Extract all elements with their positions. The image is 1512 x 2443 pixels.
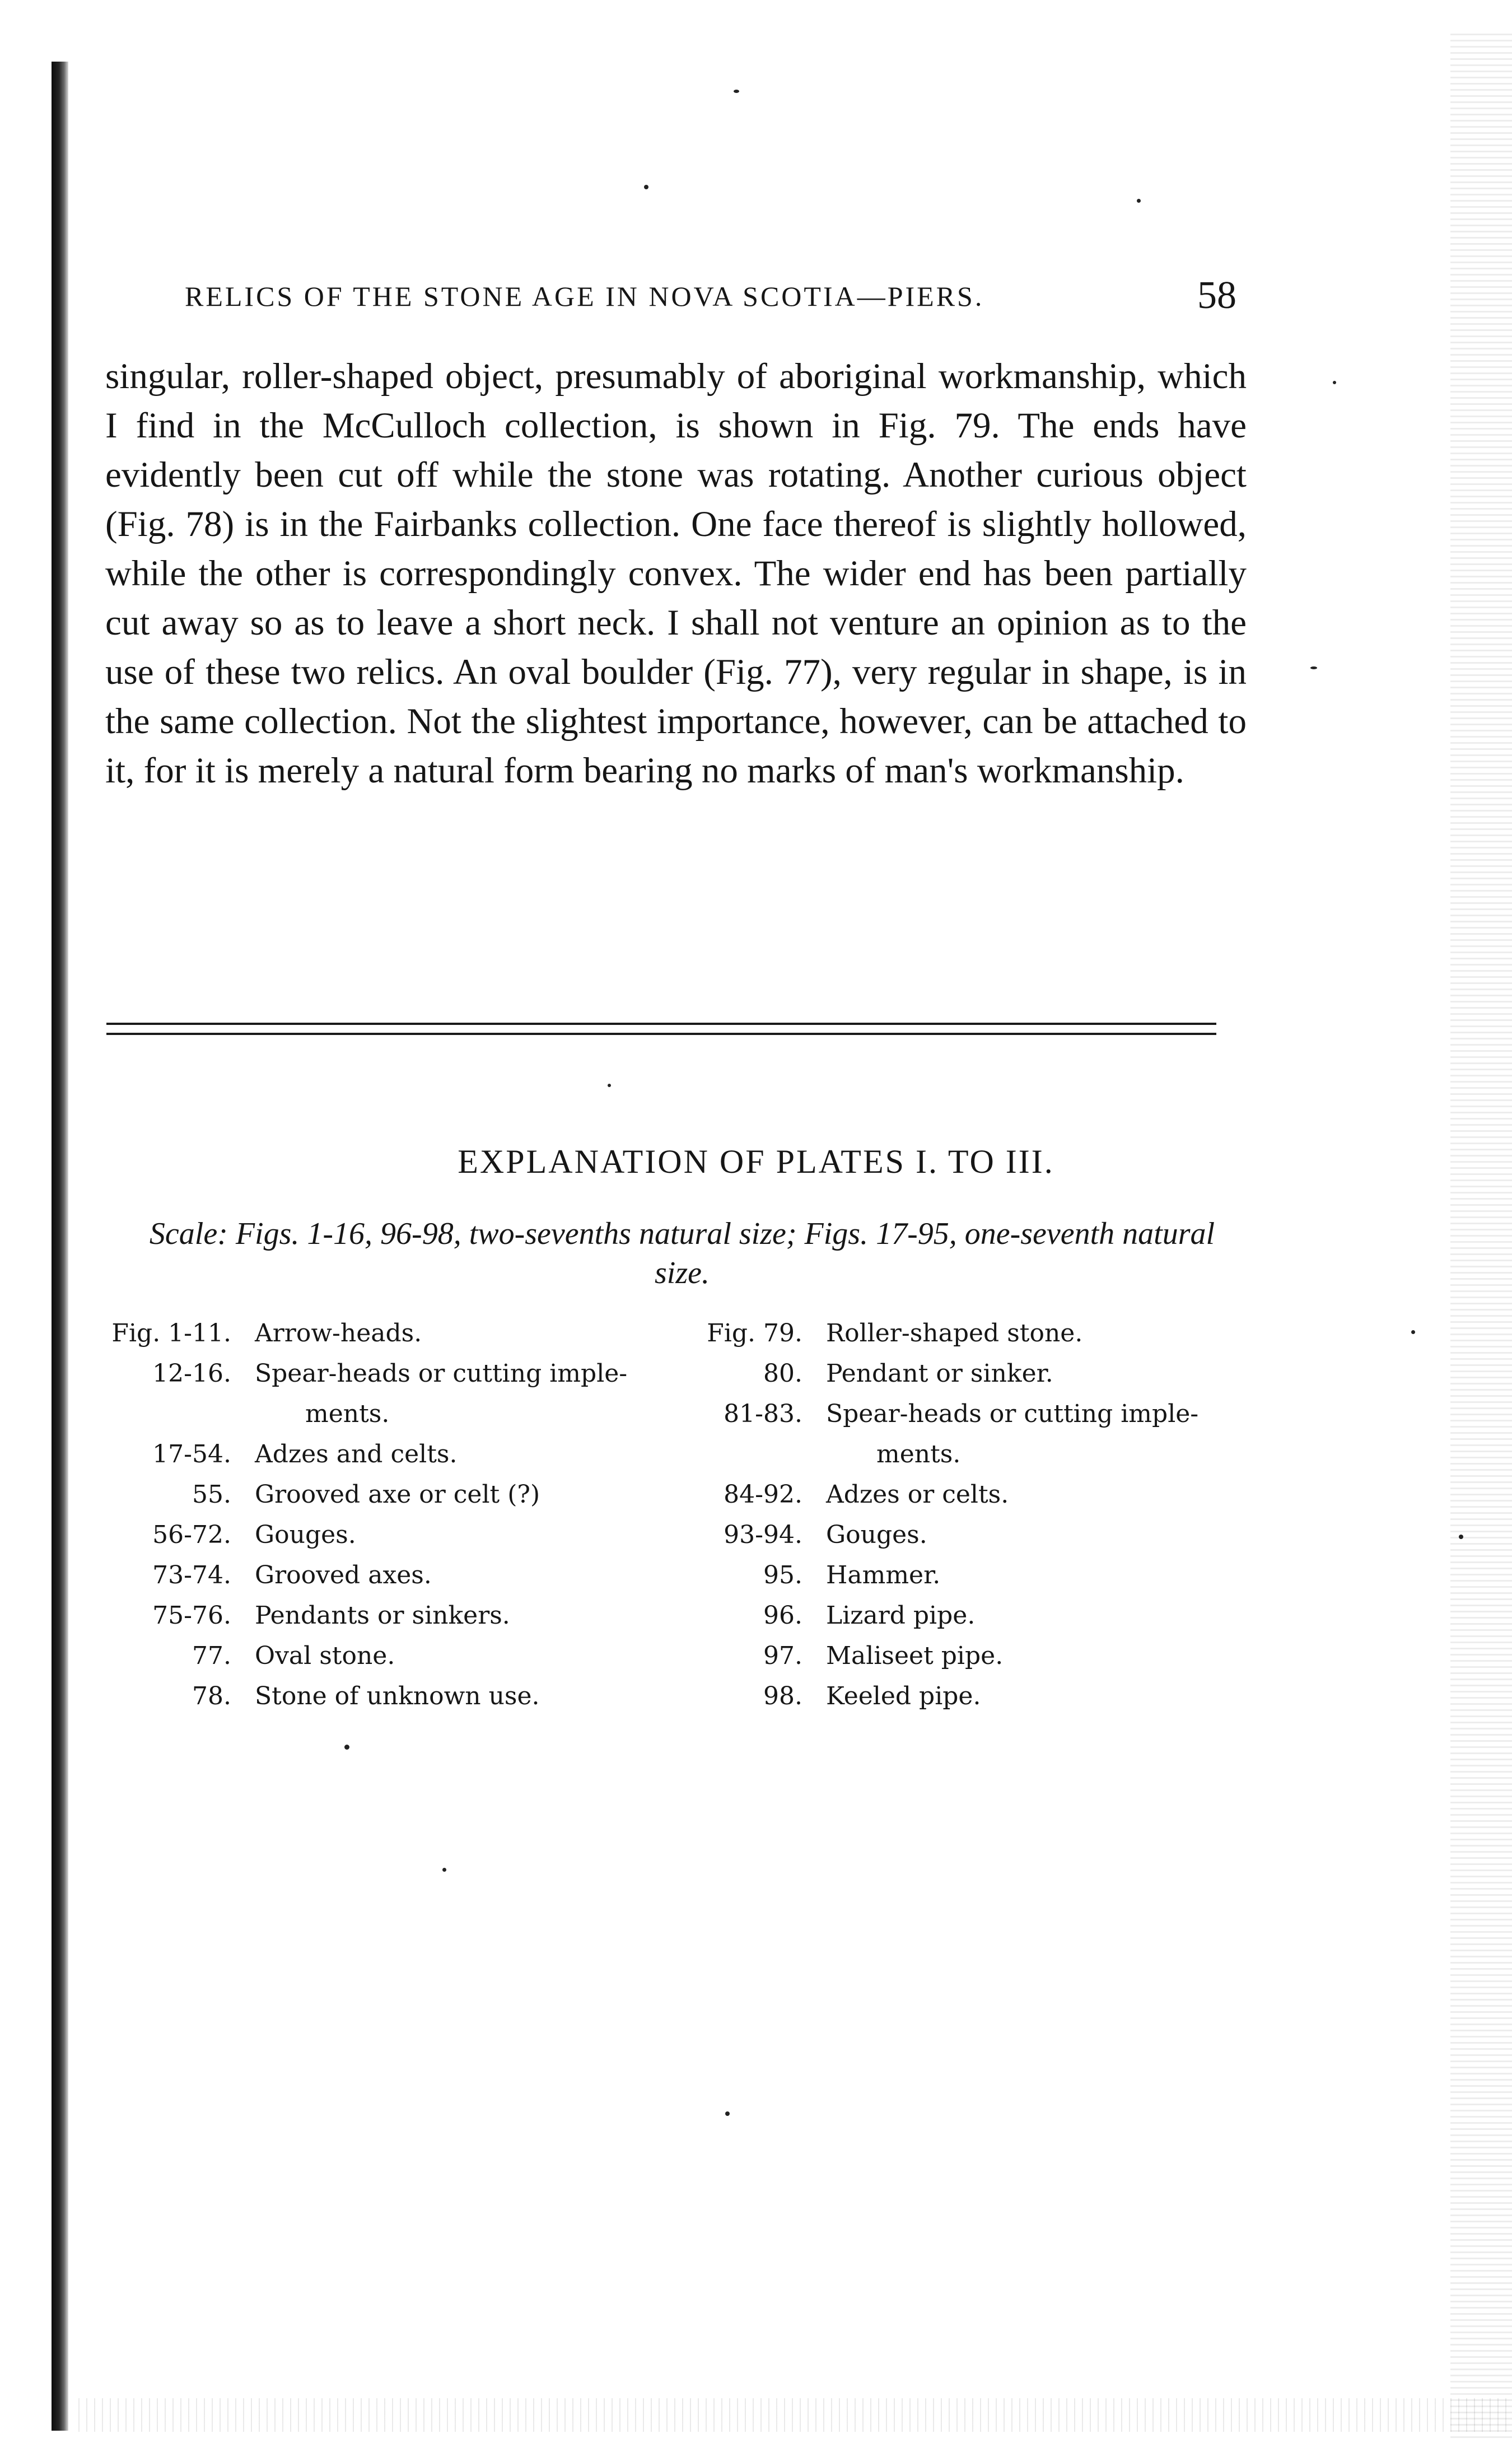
figure-number: 12-16. xyxy=(152,1359,231,1388)
figure-number: 80. xyxy=(763,1359,802,1388)
scan-speck xyxy=(734,90,739,93)
double-rule-bottom xyxy=(106,1033,1216,1035)
figure-number: Fig. 1-11. xyxy=(111,1319,231,1348)
plate-entry xyxy=(669,1515,1257,1555)
figure-number: 97. xyxy=(763,1642,802,1670)
figure-number: 77. xyxy=(192,1642,231,1670)
figure-description: Grooved axes. xyxy=(255,1561,432,1589)
figure-description: Arrow-heads. xyxy=(255,1319,422,1348)
scan-speck xyxy=(725,2111,730,2116)
scan-speck xyxy=(1310,666,1317,669)
plate-entry xyxy=(104,1636,664,1676)
figure-description xyxy=(255,1354,664,1434)
plate-entry xyxy=(104,1354,664,1434)
figure-number: 55. xyxy=(192,1480,231,1509)
figure-number: Fig. 79. xyxy=(707,1319,802,1348)
figure-number: 95. xyxy=(763,1561,802,1589)
body-paragraph: singular, roller-shaped object, presumably of aboriginal workmanship, which I find in the McCulloch collection, is shown in Fig. 79. The ends have evidently been cut off while the stone was rotating. Another curious object (Fig. 78) is in the Fairbanks collection. One face thereof is slightly hollowed, while the other is correspondingly convex. The wider end has been partially cut away so as to leave a short neck. I shall not venture an opinion as to the use of these two relics. An oval boulder (Fig. 77), very regular in shape, is in the same collection. Not the slightest importance, however, can be attached to it, for it is merely a natural form bearing no marks of man's workmanship. xyxy=(105,356,1247,791)
figure-description: Gouges. xyxy=(826,1521,927,1549)
figure-number: 96. xyxy=(763,1601,802,1630)
scale-note xyxy=(133,1214,1231,1293)
plates-heading: EXPLANATION OF PLATES I. TO III. xyxy=(458,1143,1054,1180)
plate-entry xyxy=(669,1636,1257,1676)
figure-description: Gouges. xyxy=(255,1521,356,1549)
figure-number: 78. xyxy=(192,1682,231,1710)
scale-label: Scale: xyxy=(149,1216,228,1251)
scan-speck xyxy=(644,185,648,189)
figure-description: Lizard pipe. xyxy=(826,1601,976,1630)
page-binding-edge xyxy=(52,62,68,2431)
figure-number: 81-83. xyxy=(724,1400,802,1428)
page-number: 58 xyxy=(1197,274,1236,317)
figure-description: Pendants or sinkers. xyxy=(255,1601,510,1630)
figure-number: 84-92. xyxy=(724,1480,802,1509)
plate-entry xyxy=(669,1555,1257,1596)
page-right-edge-noise xyxy=(1450,34,1512,2442)
page-bottom-edge-noise xyxy=(78,2398,1512,2432)
figure-description: Pendant or sinker. xyxy=(826,1359,1053,1388)
figure-number: 93-94. xyxy=(724,1521,802,1549)
plate-entry xyxy=(104,1515,664,1555)
figure-description xyxy=(826,1394,1257,1475)
figure-description-continued: ments. xyxy=(876,1440,961,1468)
plate-entry xyxy=(669,1394,1257,1475)
running-head: RELICS OF THE STONE AGE IN NOVA SCOTIA—PIERS. xyxy=(185,281,984,312)
figure-description-line: Spear-heads or cutting imple- xyxy=(255,1359,628,1388)
figure-description: Oval stone. xyxy=(255,1642,395,1670)
figure-number: 56-72. xyxy=(152,1521,231,1549)
figure-number: 75-76. xyxy=(152,1601,231,1630)
figure-description: Roller-shaped stone. xyxy=(826,1319,1083,1348)
figure-description: Hammer. xyxy=(826,1561,941,1589)
figure-description-continued: ments. xyxy=(305,1400,390,1428)
plate-entry xyxy=(104,1475,664,1515)
scan-speck xyxy=(442,1868,446,1872)
figure-description: Maliseet pipe. xyxy=(826,1642,1004,1670)
plate-entry xyxy=(669,1676,1257,1717)
figure-number: 73-74. xyxy=(152,1561,231,1589)
figure-number: 98. xyxy=(763,1682,802,1710)
figure-number: 17-54. xyxy=(152,1440,231,1468)
figure-description: Adzes or celts. xyxy=(826,1480,1009,1509)
scan-speck xyxy=(1137,199,1141,203)
plate-entry xyxy=(669,1354,1257,1394)
figure-description: Stone of unknown use. xyxy=(255,1682,540,1710)
scan-speck xyxy=(1411,1330,1415,1334)
scale-text: Figs. 1-16, 96-98, two-sevenths natural size; Figs. 17-95, one-seventh natural size. xyxy=(235,1216,1215,1290)
plate-entry xyxy=(104,1555,664,1596)
scan-speck xyxy=(1459,1535,1463,1539)
figure-description-line: Spear-heads or cutting imple- xyxy=(826,1400,1199,1428)
plate-entry xyxy=(104,1434,664,1475)
figure-description: Grooved axe or celt (?) xyxy=(255,1480,540,1509)
scan-speck xyxy=(1333,381,1336,384)
plate-entry xyxy=(104,1313,664,1354)
scan-speck xyxy=(344,1745,349,1750)
plate-entry xyxy=(104,1676,664,1717)
figure-description: Adzes and celts. xyxy=(255,1440,458,1468)
double-rule-top xyxy=(106,1023,1216,1025)
plate-entry xyxy=(669,1313,1257,1354)
plate-entry xyxy=(104,1596,664,1636)
plate-entry xyxy=(669,1596,1257,1636)
figure-description: Keeled pipe. xyxy=(826,1682,981,1710)
plates-left-column xyxy=(104,1313,664,1717)
plate-entry xyxy=(669,1475,1257,1515)
plates-right-column xyxy=(669,1313,1257,1717)
scan-speck xyxy=(608,1084,611,1087)
